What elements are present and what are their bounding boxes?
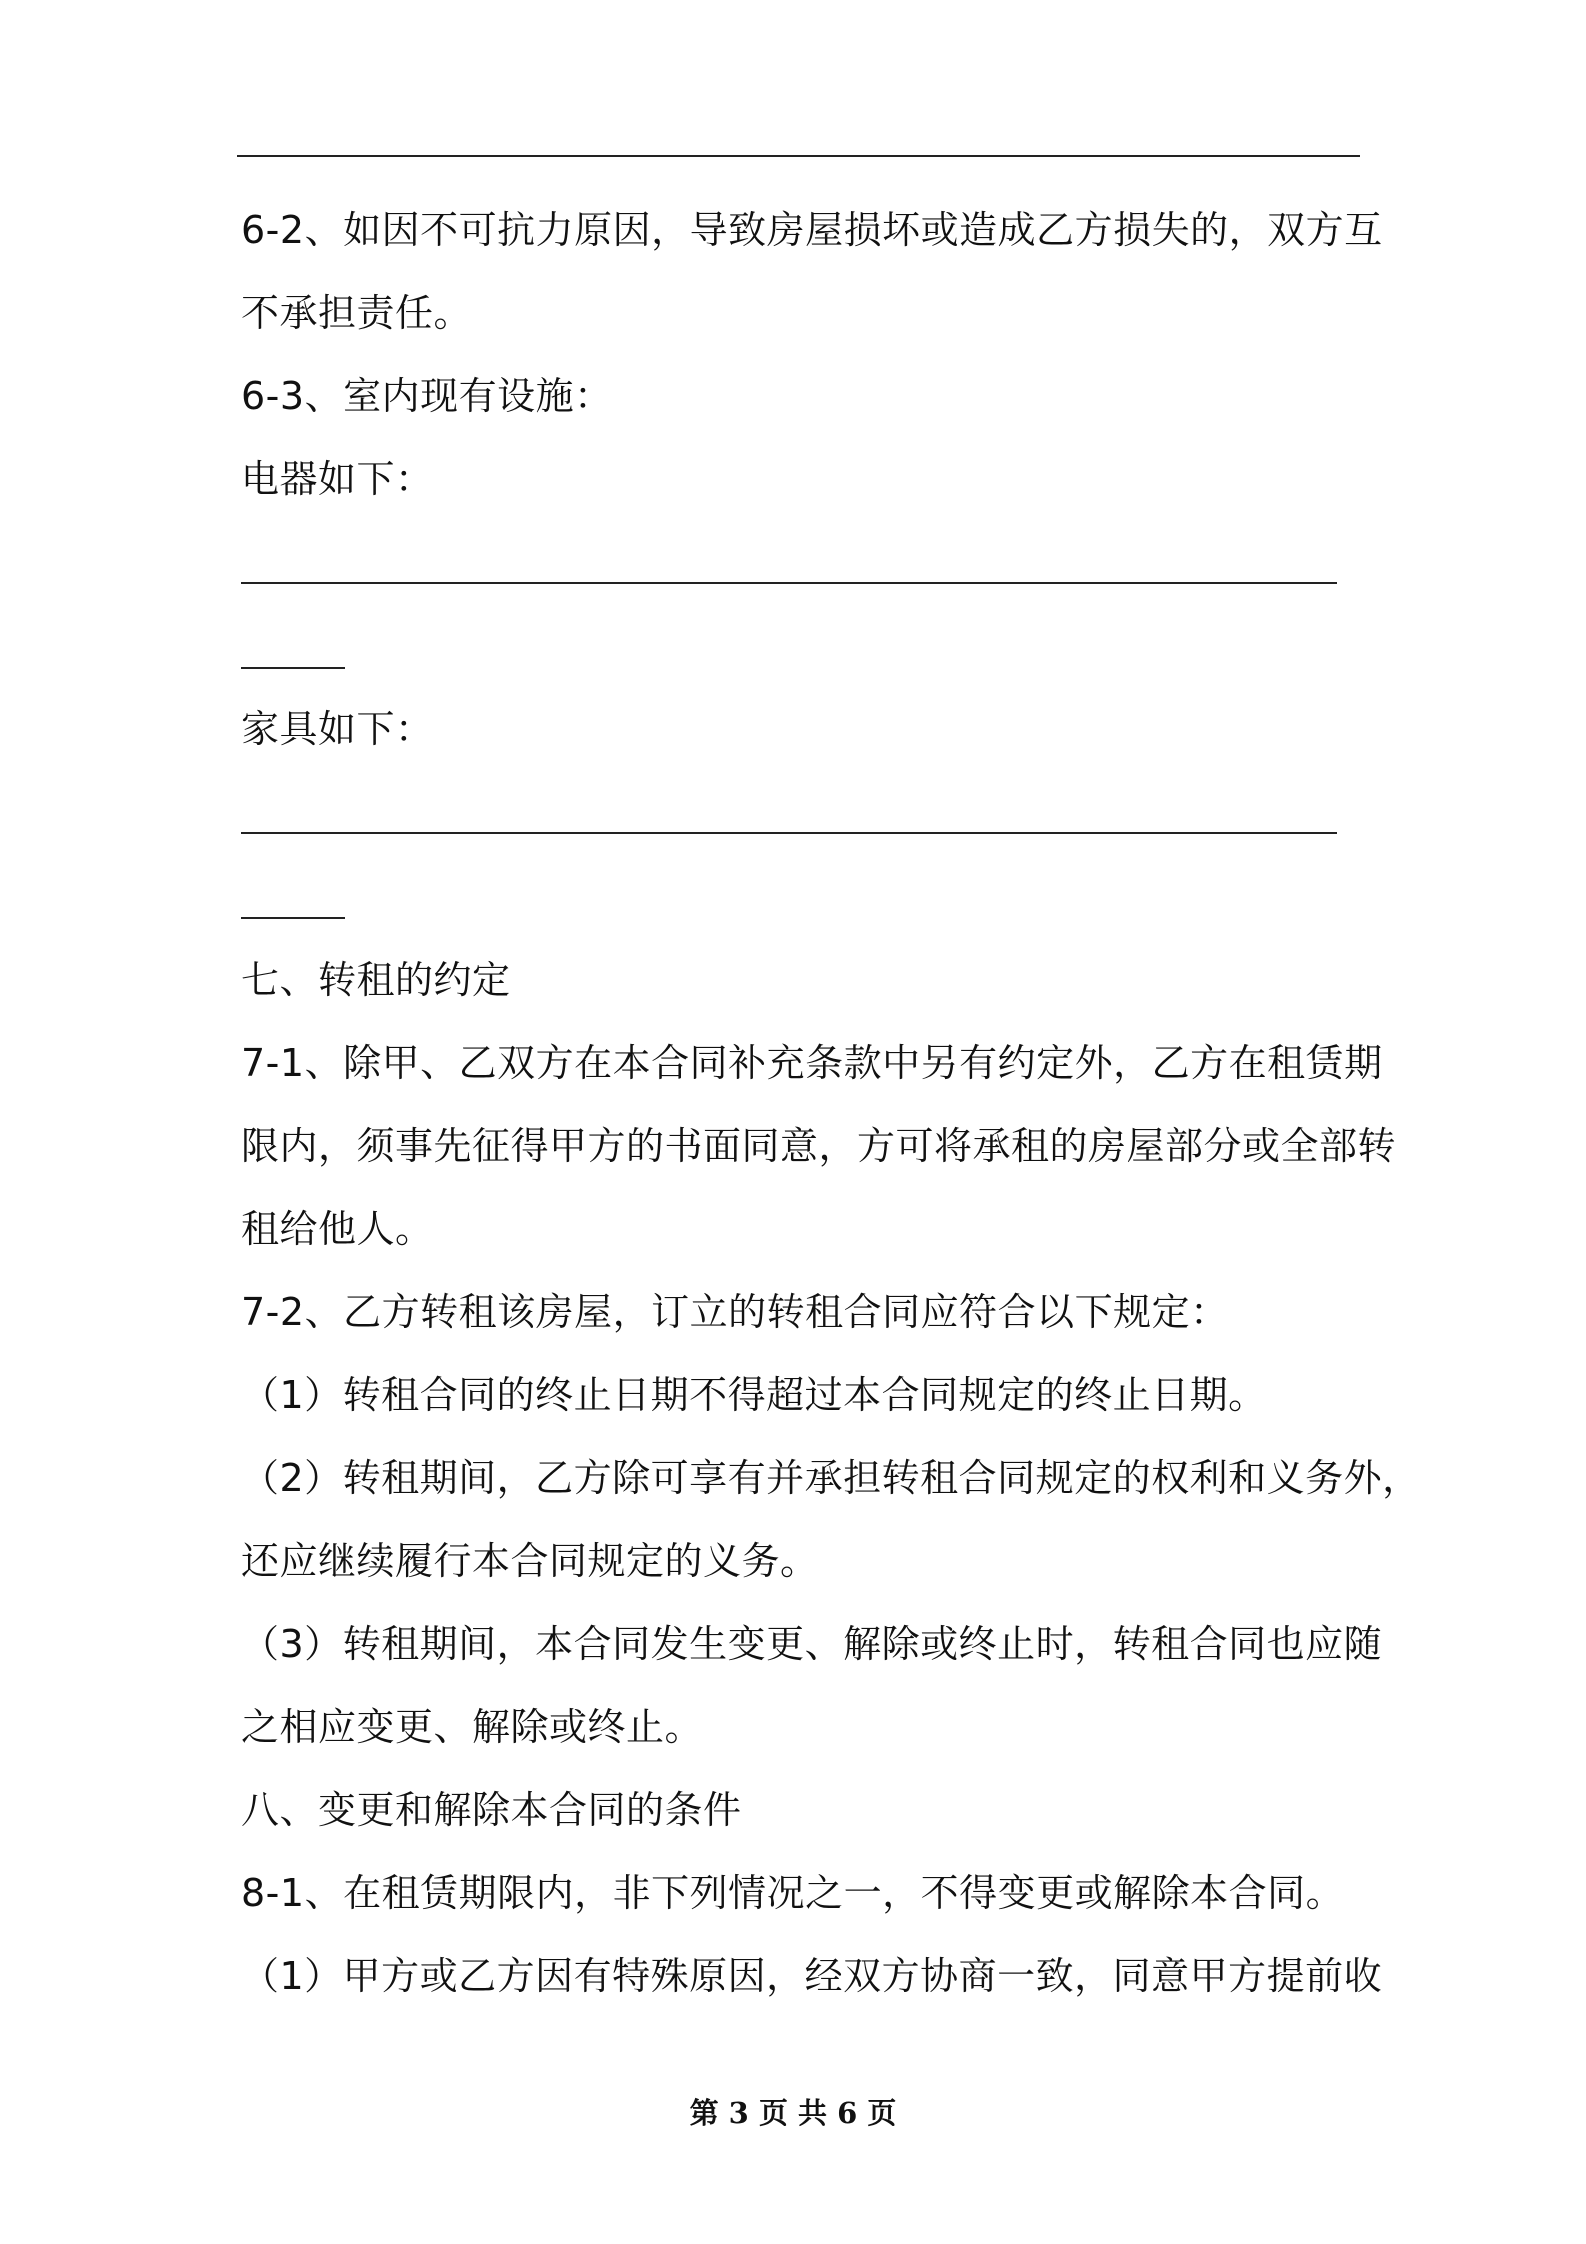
clause-7-2-item-1: （1）转租合同的终止日期不得超过本合同规定的终止日期。 [241,1373,1267,1417]
header-rule [237,155,1360,157]
section-8-heading: 八、变更和解除本合同的条件 [241,1788,742,1832]
clause-7-2-heading: 7-2、乙方转租该房屋，订立的转租合同应符合以下规定： [241,1290,1229,1334]
appliances-label: 电器如下： [241,457,434,501]
clause-7-1-line-1: 7-1、除甲、乙双方在本合同补充条款中另有约定外，乙方在租赁期 [241,1041,1383,1085]
clause-7-1-line-2: 限内，须事先征得甲方的书面同意，方可将承租的房屋部分或全部转 [241,1124,1397,1168]
clause-8-1-item-1-line-1: （1）甲方或乙方因有特殊原因，经双方协商一致，同意甲方提前收 [241,1954,1383,1998]
clause-6-2-line-2: 不承担责任。 [241,291,473,335]
furniture-fill-blank [241,832,1337,834]
clause-8-1-heading: 8-1、在租赁期限内，非下列情况之一，不得变更或解除本合同。 [241,1871,1345,1915]
clause-7-2-item-3-line-2: 之相应变更、解除或终止。 [241,1705,704,1749]
furniture-fill-blank-continued [241,917,345,919]
clause-6-3-heading: 6-3、室内现有设施： [241,374,613,418]
clause-7-2-item-3-line-1: （3）转租期间，本合同发生变更、解除或终止时，转租合同也应随 [241,1622,1383,1666]
clause-6-2-line-1: 6-2、如因不可抗力原因，导致房屋损坏或造成乙方损失的，双方互 [241,208,1383,252]
section-7-heading: 七、转租的约定 [241,958,511,1002]
clause-7-2-item-2-line-1: （2）转租期间，乙方除可享有并承担转租合同规定的权利和义务外， [241,1456,1421,1500]
clause-7-1-line-3: 租给他人。 [241,1207,434,1251]
clause-7-2-item-2-line-2: 还应继续履行本合同规定的义务。 [241,1539,819,1583]
page-number: 第 3 页 共 6 页 [689,2096,897,2130]
furniture-label: 家具如下： [241,707,434,751]
appliances-fill-blank [241,582,1337,584]
appliances-fill-blank-continued [241,667,345,669]
